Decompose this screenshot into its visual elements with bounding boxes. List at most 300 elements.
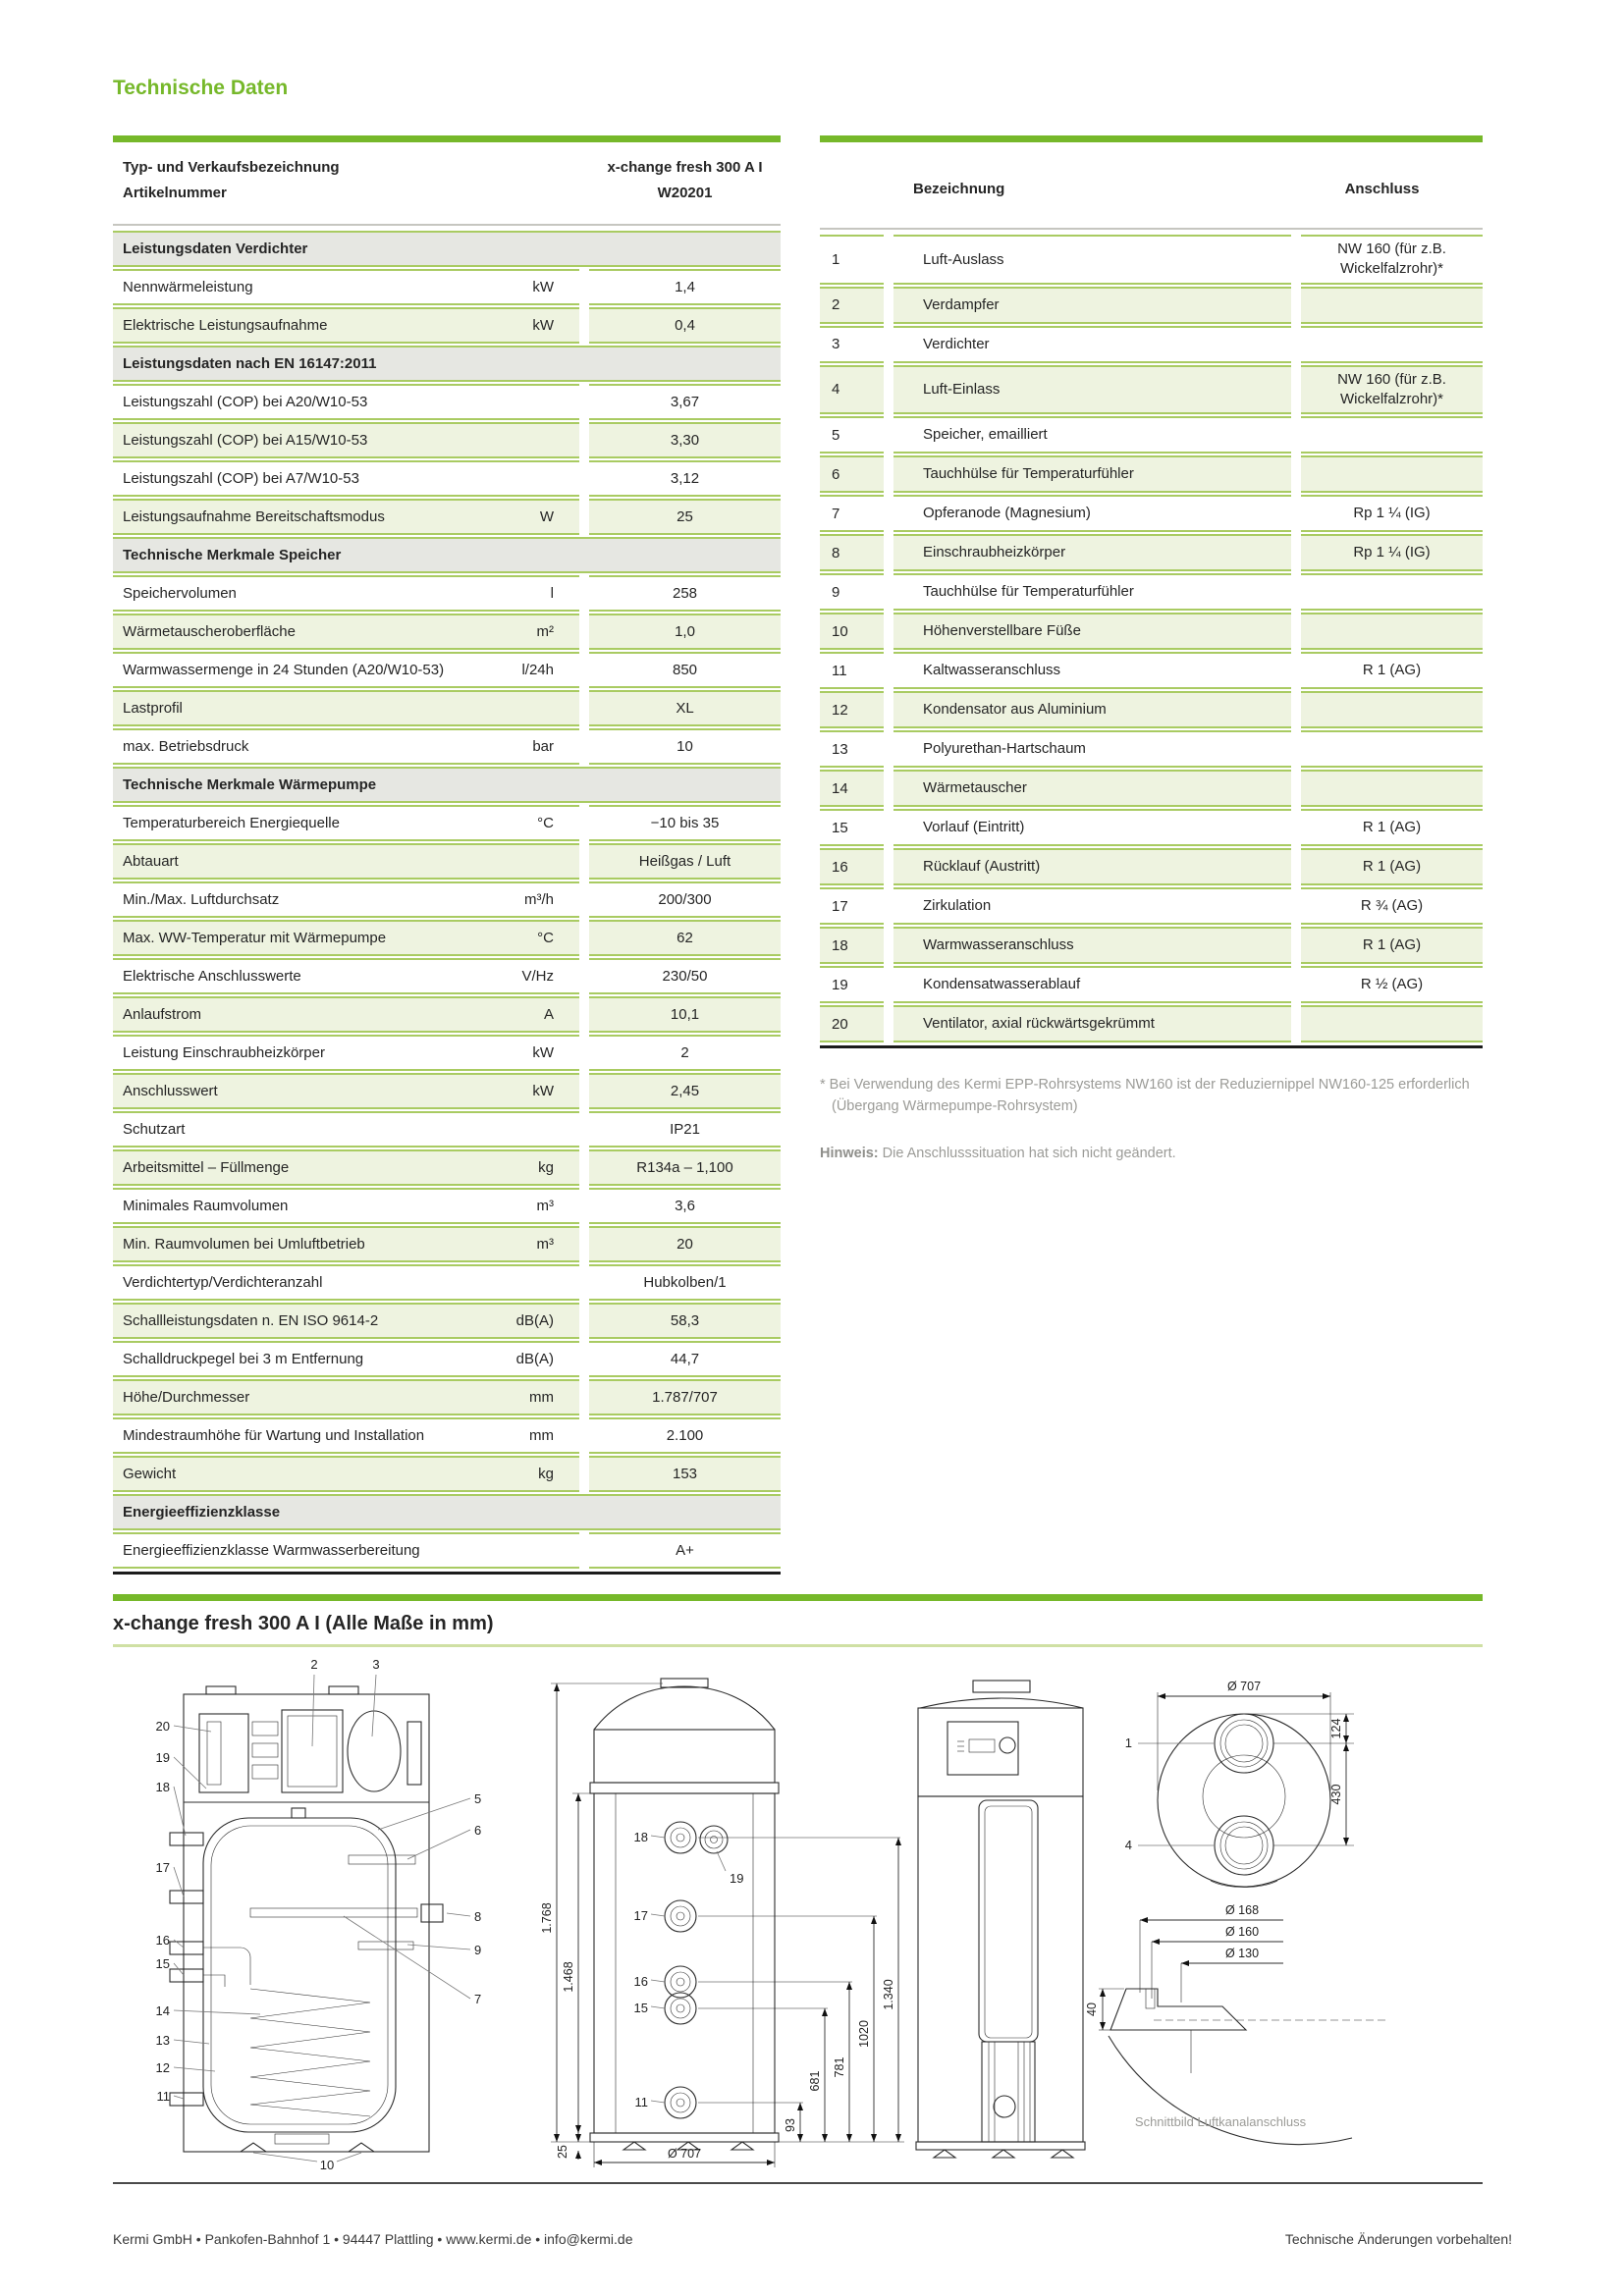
row-value: IP21 [589,1111,781,1148]
column-gap [1291,809,1301,846]
table-row [820,887,1483,925]
row-connection [1301,1005,1483,1042]
spec-table [113,135,781,1575]
heading-underline [113,1644,1483,1647]
connections-table [820,135,1483,1161]
column-gap [1291,848,1301,885]
product-name: x-change fresh 300 A I [607,159,763,176]
duct-detail-view [1085,1903,1389,2145]
column-gap [884,691,893,728]
callout-4: 4 [1124,1838,1132,1852]
row-unit: m³ [536,1236,554,1253]
row-label-cell [113,307,579,344]
column-gap [1291,573,1301,611]
column-gap [1291,416,1301,454]
table-row [820,416,1483,454]
row-value: 2,45 [589,1073,781,1109]
column-gap [1291,495,1301,532]
table-row [820,809,1483,846]
table-row [113,652,781,688]
row-value: 230/50 [589,958,781,994]
spec-table-rows [113,231,781,1575]
row-connection: R 1 (AG) [1301,927,1483,964]
row-number: 2 [820,287,884,324]
row-label: Schalldruckpegel bei 3 m Entfernung [123,1350,364,1367]
callout-5: 5 [474,1791,482,1806]
column-gap [884,730,893,768]
column-gap [1291,455,1301,493]
row-value: 200/300 [589,881,781,918]
callout-9: 9 [474,1943,482,1957]
row-label-cell [113,1035,579,1071]
column-gap [1291,534,1301,571]
table-row [820,691,1483,728]
row-name: Luft-Einlass [893,365,1291,415]
row-number: 16 [820,848,884,885]
row-name: Verdampfer [893,287,1291,324]
table-row [113,1226,781,1262]
row-connection [1301,326,1483,363]
column-gap [579,422,589,458]
table-row [113,958,781,994]
table-row [113,881,781,918]
row-number: 6 [820,455,884,493]
row-label-cell [113,881,579,918]
column-gap [884,455,893,493]
column-gap [1291,287,1301,324]
table-row [820,927,1483,964]
table-accent-bar [113,135,781,142]
row-label-cell [113,1111,579,1148]
row-value: −10 bis 35 [589,805,781,841]
column-gap [579,805,589,841]
row-number: 7 [820,495,884,532]
row-label: Minimales Raumvolumen [123,1197,289,1214]
column-gap [884,1005,893,1042]
row-label: Leistungszahl (COP) bei A15/W10-53 [123,431,368,449]
column-gap [579,499,589,535]
port-callout-18: 18 [633,1830,648,1844]
callout-13: 13 [155,2033,170,2048]
row-value: 1,0 [589,614,781,650]
table-row [113,460,781,497]
cross-section-view [156,1657,482,2172]
column-gap [884,573,893,611]
row-label-cell [113,231,781,267]
table-row [113,1341,781,1377]
row-label: Lastprofil [123,699,183,717]
row-label-cell [113,1149,579,1186]
column-gap [884,534,893,571]
row-label-cell [113,1532,579,1569]
row-number: 12 [820,691,884,728]
column-gap [579,460,589,497]
table-row [820,613,1483,650]
front-dimension-view [540,1679,904,2167]
row-name: Rücklauf (Austritt) [893,848,1291,885]
row-value: 3,6 [589,1188,781,1224]
table-row [820,455,1483,493]
row-name: Vorlauf (Eintritt) [893,809,1291,846]
hinweis-label: Hinweis: [820,1145,879,1161]
row-label: Leistungszahl (COP) bei A7/W10-53 [123,469,359,487]
column-gap [884,495,893,532]
row-name: Einschraubheizkörper [893,534,1291,571]
column-gap [1291,613,1301,650]
row-number: 3 [820,326,884,363]
column-gap [579,1379,589,1415]
column-gap [884,326,893,363]
row-connection [1301,455,1483,493]
column-gap [579,1456,589,1492]
table-row [113,384,781,420]
row-value: A+ [589,1532,781,1569]
row-value: 2 [589,1035,781,1071]
top-view [1125,1680,1354,1888]
column-gap [1291,691,1301,728]
port-callout-19: 19 [730,1871,744,1886]
article-number: W20201 [657,185,713,202]
column-gap [884,927,893,964]
row-label-cell [113,575,579,612]
table-accent-bar [820,135,1483,142]
row-connection: R 1 (AG) [1301,652,1483,689]
row-value: XL [589,690,781,726]
row-value: Hubkolben/1 [589,1264,781,1301]
row-value: 1,4 [589,269,781,305]
table-row [113,1264,781,1301]
column-gap [1291,927,1301,964]
row-value: 1.787/707 [589,1379,781,1415]
section-accent-bar [113,1594,1483,1601]
dim-130: Ø 130 [1224,1947,1260,1960]
row-label-cell [113,499,579,535]
row-label-cell [113,460,579,497]
port-callout-15: 15 [633,2001,648,2015]
table-row [113,614,781,650]
row-label-cell [113,269,579,305]
callout-16: 16 [155,1933,170,1948]
row-unit: kg [538,1466,554,1482]
row-label-cell [113,958,579,994]
row-unit: kW [532,1044,554,1061]
callout-12: 12 [155,2060,170,2075]
footer-disclaimer: Technische Änderungen vorbehalten! [1284,2231,1512,2247]
row-label-cell [113,1379,579,1415]
column-gap [579,1188,589,1224]
row-label: Leistung Einschraubheizkörper [123,1043,325,1061]
row-name: Kondensatwasserablauf [893,966,1291,1003]
row-label-cell [113,1494,781,1530]
dim-781: 781 [833,2056,846,2078]
row-value: 2.100 [589,1417,781,1454]
row-label: Abtauart [123,852,179,870]
callout-2: 2 [310,1657,318,1672]
row-label: Anlaufstrom [123,1005,202,1023]
row-connection [1301,613,1483,650]
row-connection: R 1 (AG) [1301,809,1483,846]
column-gap [579,881,589,918]
row-label: Leistungsaufnahme Bereitschaftsmodus [123,507,385,525]
row-unit: mm [529,1427,554,1444]
hinweis-text: Die Anschlusssituation hat sich nicht geändert. [878,1145,1176,1161]
table-row [113,346,781,382]
table-row [113,422,781,458]
row-label: Schallleistungsdaten n. EN ISO 9614-2 [123,1311,379,1329]
column-gap [579,958,589,994]
column-gap [884,652,893,689]
table-row [113,269,781,305]
table-row [113,805,781,841]
row-label-cell [113,843,579,880]
table-row [820,534,1483,571]
row-label-cell [113,728,579,765]
row-value: 58,3 [589,1303,781,1339]
row-name: Höhenverstellbare Füße [893,613,1291,650]
column-gap [579,1303,589,1339]
dim-spacing: 430 [1329,1784,1343,1805]
column-gap [579,652,589,688]
row-label: Schutzart [123,1120,186,1138]
row-unit: l [550,585,554,602]
table-row [113,996,781,1033]
row-unit: W [539,508,554,525]
hinweis-note [820,1146,1483,1161]
row-unit: bar [532,738,554,755]
row-value: 3,12 [589,460,781,497]
row-label: Warmwassermenge in 24 Stunden (A20/W10-53) [123,661,445,678]
col-header-bezeichnung: Bezeichnung [913,180,1005,197]
row-label: Arbeitsmittel – Füllmenge [123,1158,290,1176]
row-connection: NW 160 (für z.B. Wickelfalzrohr)* [1301,365,1483,415]
callout-8: 8 [474,1909,482,1924]
table-row [820,730,1483,768]
row-label-cell [113,384,579,420]
table-row [820,573,1483,611]
column-gap [884,809,893,846]
column-gap [579,575,589,612]
spec-table-header [113,155,781,218]
row-label: Energieeffizienzklasse Warmwasserbereitung [123,1541,420,1559]
callout-6: 6 [474,1823,482,1838]
footnote-asterisk: * Bei Verwendung des Kermi EPP-Rohrsystems NW160 ist der Reduziernippel NW160-125 erforderlich (Übergang Wärmepumpe-Rohrsystem) [820,1077,1470,1115]
callout-14: 14 [155,2003,170,2018]
table-row [113,575,781,612]
table-row [113,231,781,267]
dim-1340: 1.340 [882,1979,895,2010]
row-label: Min./Max. Luftdurchsatz [123,890,280,908]
row-label-cell [113,1264,579,1301]
row-label-cell [113,920,579,956]
dim-height-body: 1.468 [562,1961,575,1993]
row-value: 25 [589,499,781,535]
column-gap [884,235,893,285]
dimension-drawings-section [113,1594,1483,2178]
row-connection [1301,287,1483,324]
row-name: Kondensator aus Aluminium [893,691,1291,728]
row-connection: R ½ (AG) [1301,966,1483,1003]
row-label-cell [113,1417,579,1454]
column-gap [884,966,893,1003]
callout-3: 3 [372,1657,380,1672]
row-name: Opferanode (Magnesium) [893,495,1291,532]
drawings-heading: x-change fresh 300 A I (Alle Maße in mm) [113,1613,494,1634]
row-label: Gewicht [123,1465,177,1482]
table-row [820,1005,1483,1042]
callout-17: 17 [155,1860,170,1875]
dim-160: Ø 160 [1224,1925,1260,1939]
table-row [820,287,1483,324]
row-label: Elektrische Anschlusswerte [123,967,301,985]
spec-header-line1: Typ- und Verkaufsbezeichnung [123,159,340,176]
connections-table-rows [820,235,1483,1048]
table-row [113,728,781,765]
header-divider [113,224,781,226]
column-gap [1291,887,1301,925]
row-number: 19 [820,966,884,1003]
footer-company-info: Kermi GmbH • Pankofen-Bahnhof 1 • 94447 Plattling • www.kermi.de • info@kermi.de [113,2231,633,2247]
row-label: Elektrische Leistungsaufnahme [123,316,328,334]
row-value: 62 [589,920,781,956]
row-unit: l/24h [521,662,554,678]
row-label: Min. Raumvolumen bei Umluftbetrieb [123,1235,365,1253]
row-label: Speichervolumen [123,584,237,602]
row-name: Tauchhülse für Temperaturfühler [893,455,1291,493]
table-row [113,1532,781,1569]
row-connection [1301,573,1483,611]
column-gap [579,1532,589,1569]
table-row [820,652,1483,689]
row-value: 3,30 [589,422,781,458]
connections-table-header [820,155,1483,222]
row-label: Leistungsdaten nach EN 16147:2011 [123,354,377,372]
row-unit: m² [536,623,554,640]
table-row [820,848,1483,885]
row-value: 10,1 [589,996,781,1033]
row-connection: Rp 1 ¼ (IG) [1301,534,1483,571]
row-label-cell [113,422,579,458]
row-number: 20 [820,1005,884,1042]
row-unit: V/Hz [521,968,554,985]
row-unit: °C [537,815,554,831]
row-number: 9 [820,573,884,611]
dim-93: 93 [784,2118,797,2132]
dim-168: Ø 168 [1224,1903,1260,1917]
row-label-cell [113,805,579,841]
row-connection: NW 160 (für z.B. Wickelfalzrohr)* [1301,235,1483,285]
dim-depth: 40 [1085,2002,1099,2016]
table-row [820,495,1483,532]
row-value: 153 [589,1456,781,1492]
row-connection [1301,730,1483,768]
table-row [113,307,781,344]
col-header-anschluss: Anschluss [1344,180,1420,197]
column-gap [579,1035,589,1071]
column-gap [579,690,589,726]
column-gap [579,384,589,420]
row-number: 8 [820,534,884,571]
row-value: 10 [589,728,781,765]
column-gap [1291,1005,1301,1042]
row-unit: °C [537,930,554,946]
control-panel-icon [957,1737,1015,1753]
table-row [820,966,1483,1003]
page-title: Technische Daten [113,77,289,99]
column-gap [579,1226,589,1262]
table-row [113,1073,781,1109]
port-callout-11: 11 [634,2095,648,2109]
row-name: Tauchhülse für Temperaturfühler [893,573,1291,611]
row-name: Luft-Auslass [893,235,1291,285]
table-row [113,690,781,726]
row-unit: m³/h [524,891,554,908]
callout-15: 15 [155,1956,170,1971]
technical-drawings [113,1653,1483,2173]
table-row [820,770,1483,807]
table-row [113,499,781,535]
header-divider [820,228,1483,230]
column-gap [884,770,893,807]
table-row [113,1111,781,1148]
row-name: Verdichter [893,326,1291,363]
table-row [113,1417,781,1454]
row-number: 4 [820,365,884,415]
row-label-cell [113,1456,579,1492]
column-gap [579,1073,589,1109]
footer-divider [113,2182,1483,2184]
row-number: 15 [820,809,884,846]
row-label: max. Betriebsdruck [123,737,249,755]
row-label-cell [113,1303,579,1339]
table-row [820,365,1483,415]
row-number: 11 [820,652,884,689]
column-gap [884,848,893,885]
row-name: Wärmetauscher [893,770,1291,807]
row-label-cell [113,1073,579,1109]
column-gap [1291,326,1301,363]
table-row [113,1456,781,1492]
row-label: Leistungszahl (COP) bei A20/W10-53 [123,393,368,410]
row-label: Energieeffizienzklasse [123,1503,281,1521]
row-label-cell [113,1341,579,1377]
dim-diameter: Ø 707 [667,2147,702,2161]
column-gap [884,365,893,415]
row-label-cell [113,1188,579,1224]
table-row [113,843,781,880]
row-connection [1301,691,1483,728]
column-gap [579,307,589,344]
row-label: Mindestraumhöhe für Wartung und Installation [123,1426,425,1444]
dim-base: 25 [556,2145,569,2159]
row-label-cell [113,767,781,803]
row-name: Warmwasseranschluss [893,927,1291,964]
port-callout-17: 17 [633,1908,648,1923]
row-connection [1301,416,1483,454]
row-label: Höhe/Durchmesser [123,1388,250,1406]
dim-681: 681 [808,2070,822,2092]
column-gap [1291,730,1301,768]
callout-10: 10 [319,2158,335,2172]
column-gap [579,920,589,956]
column-gap [1291,966,1301,1003]
column-gap [1291,652,1301,689]
table-row [113,920,781,956]
table-row [113,1303,781,1339]
column-gap [579,1149,589,1186]
table-row [113,1149,781,1186]
spec-header-line2: Artikelnummer [123,185,227,202]
row-unit: A [543,1006,554,1023]
